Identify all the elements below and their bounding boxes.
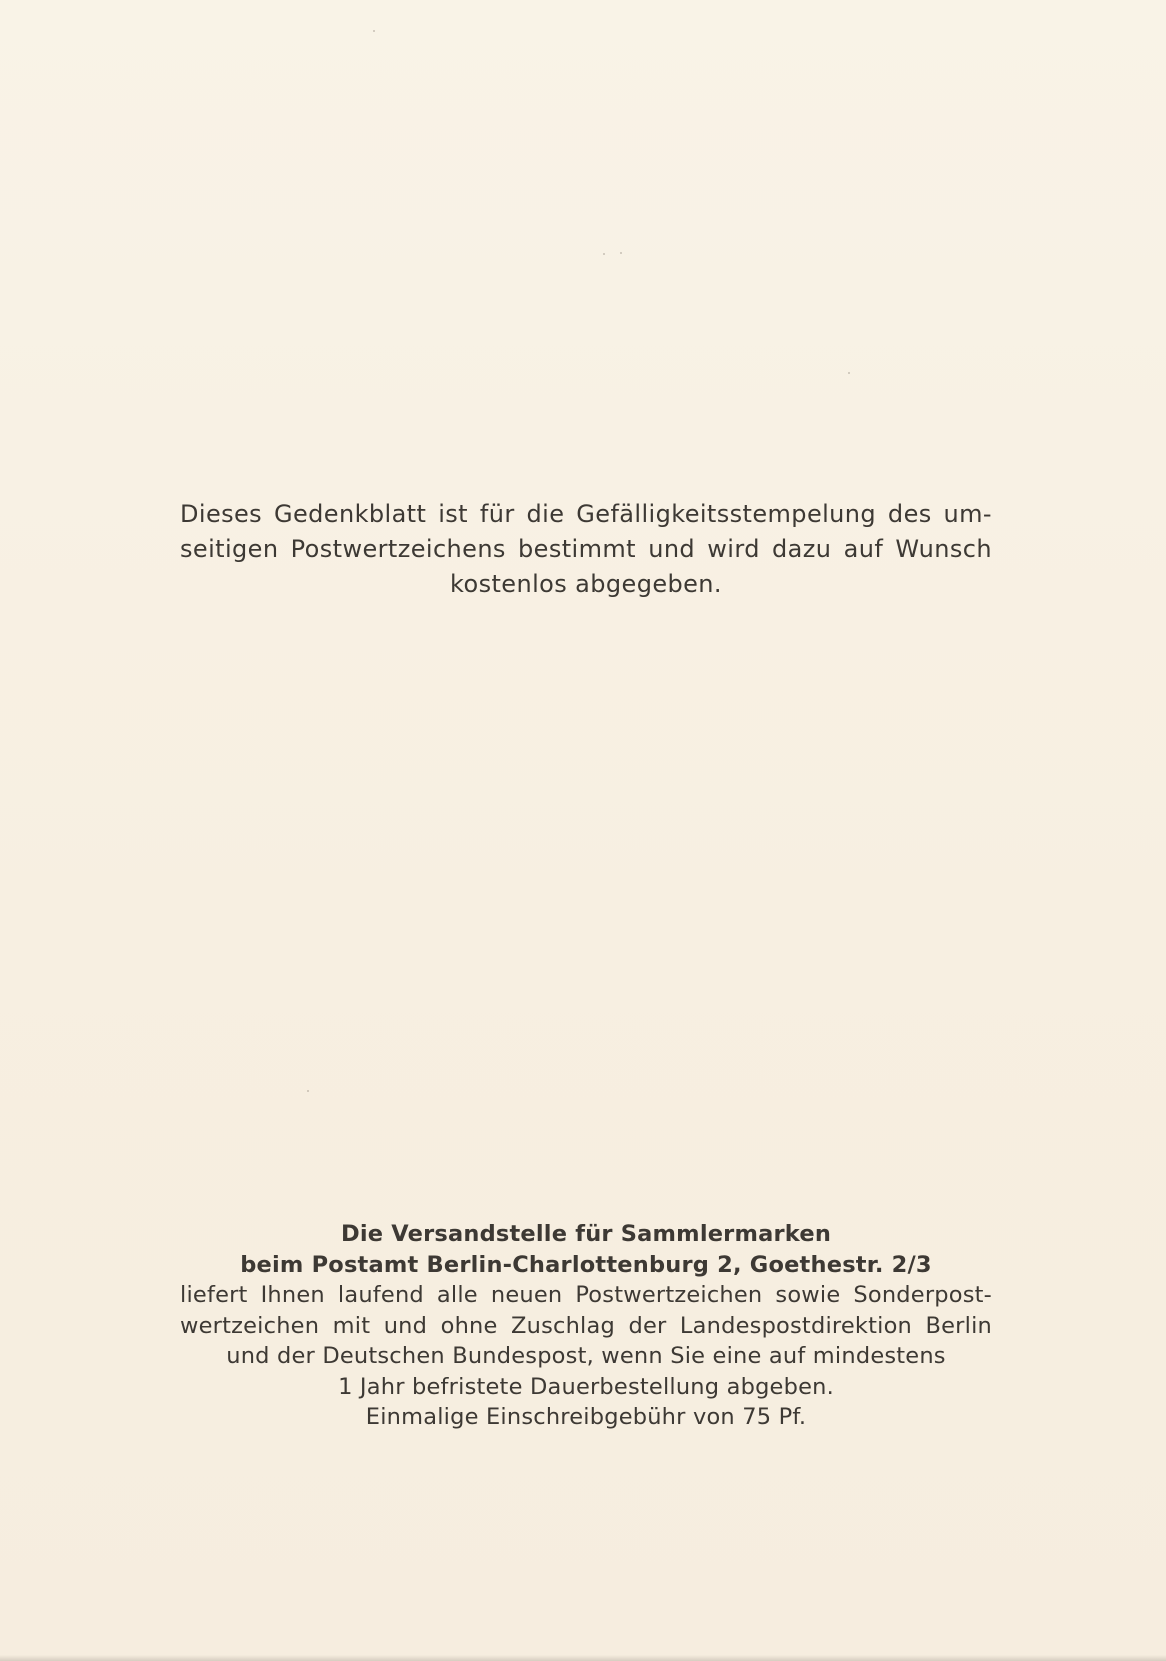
service-body-line-3: und der Deutschen Bundespost, wenn Sie eine auf mindestens [226,1343,946,1369]
paper-bottom-edge [0,1655,1166,1661]
service-heading-1: Die Versandstelle für Sammlermarken [340,1221,832,1247]
paper-speck [373,30,375,32]
notice-line-3: kostenlos abgegeben. [450,570,722,598]
service-body-line-2: wertzeichen mit und ohne Zuschlag der Landespostdirektion Berlin [180,1312,992,1339]
paper-speck [848,372,850,374]
service-body-line-4: 1 Jahr befristete Dauerbestellung abgeben. [338,1373,834,1400]
notice-line-2: seitigen Postwertzeichens bestimmt und wird dazu auf Wunsch [180,535,992,563]
collector-service-info [180,1219,992,1433]
service-heading-2: beim Postamt Berlin-Charlottenburg 2, Goethestr. 2/3 [240,1251,932,1278]
notice-line-1: Dieses Gedenkblatt ist für die Gefälligkeitsstempelung des um- [180,500,992,528]
service-body-line-1: liefert Ihnen laufend alle neuen Postwertzeichen sowie Sonderpost- [180,1282,992,1308]
service-body-line-5: Einmalige Einschreibgebühr von 75 Pf. [365,1404,807,1430]
paper-speck [307,1090,309,1092]
paper-speck [603,253,605,255]
paper-speck [620,252,622,254]
stamping-notice [180,497,992,602]
